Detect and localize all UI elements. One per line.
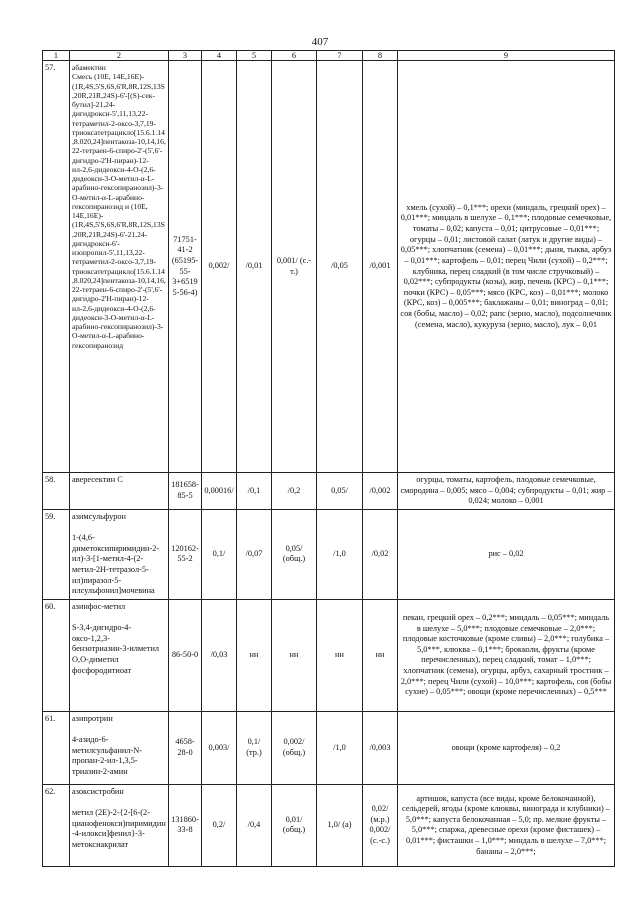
food-mrl-text: огурцы, томаты, картофель, плодовые семечковые, смородина – 0,005; мясо – 0,004; субпродукты – 0,01; жир – 0,024; молоко – 0,001 bbox=[398, 473, 615, 510]
header-cell: 8 bbox=[363, 51, 398, 61]
value-col8: нн bbox=[363, 599, 398, 711]
substance-name: азимсульфурон 1-(4,6-диметоксипиримидин-2-ил)-3-[1-метил-4-(2-метил-2Н-тетразол-5-ил)пиразол-5-илсульфонил]мочевина bbox=[70, 510, 169, 600]
value-col7: 0,05/ bbox=[317, 473, 363, 510]
value-col6: /0,2 bbox=[272, 473, 317, 510]
row-number: 61. bbox=[43, 711, 70, 784]
value-col5: /0,4 bbox=[237, 784, 272, 866]
value-col5: /0,01 bbox=[237, 61, 272, 473]
regulation-table bbox=[42, 50, 615, 867]
table-row bbox=[43, 784, 615, 866]
value-col6: 0,01/ (общ.) bbox=[272, 784, 317, 866]
header-row bbox=[43, 51, 615, 61]
value-col5: нн bbox=[237, 599, 272, 711]
header-cell: 6 bbox=[272, 51, 317, 61]
value-col8: /0,002 bbox=[363, 473, 398, 510]
table-row bbox=[43, 473, 615, 510]
page-number: 407 bbox=[311, 36, 329, 48]
value-col7: /1,0 bbox=[317, 510, 363, 600]
header-cell: 1 bbox=[43, 51, 70, 61]
substance-name: азинфос-метил S-3,4-дигидро-4-оксо-1,2,3-бензотриазин-3-илметил O,O-диметил фосфородитиоат bbox=[70, 599, 169, 711]
value-col7: /0,05 bbox=[317, 61, 363, 473]
value-col6: 0,002/ (общ.) bbox=[272, 711, 317, 784]
substance-name: азоксистробин метил (2Е)-2-{2-[6-(2-цианофенокси)пиримидин-4-илокси]фенил}-3-метоксиакрилат bbox=[70, 784, 169, 866]
cas-number: 4658-28-0 bbox=[169, 711, 202, 784]
cas-number: 120162-55-2 bbox=[169, 510, 202, 600]
row-number: 59. bbox=[43, 510, 70, 600]
food-mrl-text: рис – 0,02 bbox=[398, 510, 615, 600]
header-cell: 5 bbox=[237, 51, 272, 61]
value-col4: 0,2/ bbox=[202, 784, 237, 866]
header-cell: 3 bbox=[169, 51, 202, 61]
value-col7: 1,0/ (а) bbox=[317, 784, 363, 866]
value-col4: 0,003/ bbox=[202, 711, 237, 784]
value-col7: /1,0 bbox=[317, 711, 363, 784]
value-col5: /0,1 bbox=[237, 473, 272, 510]
value-col4: 0,002/ bbox=[202, 61, 237, 473]
value-col6: нн bbox=[272, 599, 317, 711]
header-cell: 7 bbox=[317, 51, 363, 61]
food-mrl-text: пекан, грецкий орех – 0,2***; миндаль – 0,05***; миндаль в шелухе – 5,0***; плодовые семечковые – 2,0***; плодовые косточковые (кроме сливы) – 2,0***; голубика – 5,0***, клюква – 0,1***; брокколи, фрукты (кроме перечисленных), перец сладкий, томат – 1,0***; хлопчатник (семена), огурцы, арбуз, сахарный тростник – 2,0***; перец Чили (сухой) – 10,0***; картофель, соя (бобы сухие) – 0,05***; овощи (кроме перечисленных) – 0,5*** bbox=[398, 599, 615, 711]
value-col4: 0,00016/ bbox=[202, 473, 237, 510]
value-col4: /0,03 bbox=[202, 599, 237, 711]
value-col5: /0,07 bbox=[237, 510, 272, 600]
row-number: 58. bbox=[43, 473, 70, 510]
substance-name: абамектин Смесь (10Е, 14Е,16Е)-(1R,4S,5'S,6S,6'R,8R,12S,13S,20R,21R,24S)-6'-[(S)-сек-бутил]-21,24-дигидрокси-5',11,13,22-тетраметил-2-оксо-3,7,19-триоксатетрацикло[15.6.1.14,8.020,24]пентакоза-10,14,16,22-тетраен-6-спиро-2'-(5',6'-дигидро-2'Н-пиран)-12-ил-2,6-дидеокси-4-O-(2,6-дидеокси-3-O-метил-α-L-арабино-гексопиранозил)-3-O-метил-α-L-арабино-гексопиранозид и (10Е, 14Е,16Е)-(1R,4S,5'S,6S,6'R,8R,12S,13S,20R,21R,24S)-6'-21,24-дигидрокси-6'-изопропил-5',11,13,22-тетраметил-2-оксо-3,7,19-триоксатетрацикло[15.6.1.14,8.020,24]пентакоза-10,14,16,22-тетраен-6-спиро-2'-(5',6'-дигидро-2'Н-пиран)-12-ил-2,6-дидеокси-4-O-(2,6-дидеокси-3-O-метил-α-L-арабино-гексопиранозил)-3-O-метил-α-L-арабино-гексопиранозид bbox=[70, 61, 169, 473]
value-col6: 0,05/ (общ.) bbox=[272, 510, 317, 600]
header-cell: 4 bbox=[202, 51, 237, 61]
value-col6: 0,001/ (с.-т.) bbox=[272, 61, 317, 473]
value-col8: /0,003 bbox=[363, 711, 398, 784]
cas-number: 86-50-0 bbox=[169, 599, 202, 711]
table-row bbox=[43, 599, 615, 711]
value-col4: 0,1/ bbox=[202, 510, 237, 600]
food-mrl-text: артишок, капуста (все виды, кроме белокочанной), сельдерей, ягоды (кроме клюквы, винограда и клубники) – 5,0***; капуста белокочанная – 5,0; пр. мелкие фрукты – 5,0***; спаржа, древесные орехи (кроме фисташек) – 0,01***; фисташки – 1,0***; миндаль в шелухе – 7,0***; бананы – 2,0***; bbox=[398, 784, 615, 866]
table-row bbox=[43, 510, 615, 600]
food-mrl-text: хмель (сухой) – 0,1***; орехи (миндаль, грецкий орех) – 0,01***; миндаль в шелухе – 0,1***; плодовые семечковые, томаты – 0,02; капуста – 0,01; цитрусовые – 0,01***; огурцы – 0,01; листовой салат (латук и другие виды) – 0,05***; хлопчатник (семена) – 0,01***; дыня, тыква, арбуз – 0,01***; картофель – 0,01; перец Чили (сухой) – 0,2***; клубника, перец сладкий (в том числе стручковый) – 0,02***; субпродукты (козы), жир, печень (КРС) – 0,1***; почки (КРС) – 0,05***; мясо (КРС, коз) – 0,01***; молоко (КРС, коз) – 0,005***; баклажаны – 0,01; виноград – 0,01; соя (бобы, масло) – 0,02; рапс (зерно, масло), подсолнечник (семена, масло), кукуруза (зерно, масло), лук – 0,01 bbox=[398, 61, 615, 473]
table-row bbox=[43, 711, 615, 784]
header-cell: 2 bbox=[70, 51, 169, 61]
value-col8: /0,001 bbox=[363, 61, 398, 473]
cas-number: 181658-85-5 bbox=[169, 473, 202, 510]
cas-number: 131860-33-8 bbox=[169, 784, 202, 866]
food-mrl-text: овощи (кроме картофеля) – 0,2 bbox=[398, 711, 615, 784]
value-col8: /0,02 bbox=[363, 510, 398, 600]
substance-name: авересектин С bbox=[70, 473, 169, 510]
value-col7: нн bbox=[317, 599, 363, 711]
substance-name: азипротрин 4-азидо-6-метилсульфанил-N-пропан-2-ил-1,3,5-триазин-2-амин bbox=[70, 711, 169, 784]
cas-number: 71751-41-2 (65195-55-3+65195-56-4) bbox=[169, 61, 202, 473]
row-number: 57. bbox=[43, 61, 70, 473]
value-col5: 0,1/ (тр.) bbox=[237, 711, 272, 784]
header-cell: 9 bbox=[398, 51, 615, 61]
table-row bbox=[43, 61, 615, 473]
row-number: 62. bbox=[43, 784, 70, 866]
value-col8: 0,02/ (м.р.) 0,002/ (с.-с.) bbox=[363, 784, 398, 866]
row-number: 60. bbox=[43, 599, 70, 711]
